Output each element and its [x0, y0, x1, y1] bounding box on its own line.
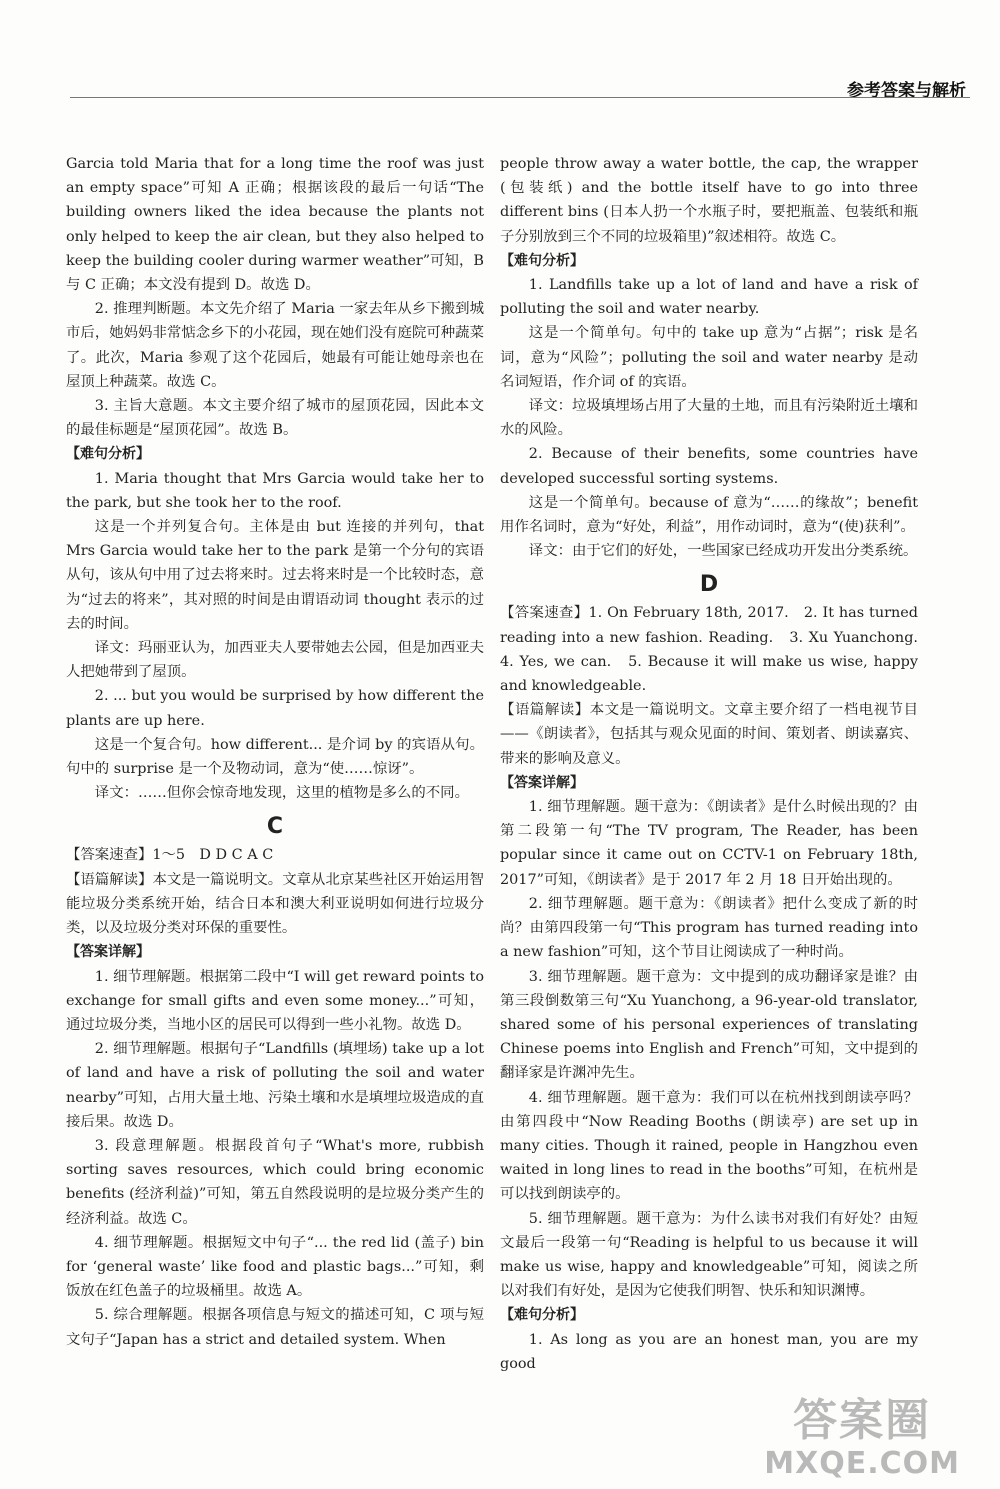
- paragraph: 译文：由于它们的好处，一些国家已经成功开发出分类系统。: [528, 543, 918, 560]
- paragraph: 1. As long as you are an honest man, you are my good: [500, 1331, 918, 1372]
- paragraph: 【语篇解读】本文是一篇说明文。文章从北京某些社区开始运用智能垃圾分类系统开始，结合日本和澳大利亚说明如何进行垃圾分类，以及垃圾分类对环保的重要性。: [66, 871, 484, 937]
- section-label: 【难句分析】: [500, 1307, 584, 1324]
- section-label: 【答案详解】: [66, 944, 150, 961]
- paragraph: 这是一个简单句。句中的 take up 意为“占据”；risk 是名词，意为“风险”；polluting the soil and water nearby 是动名词短语，作介词 of 的宾语。: [500, 325, 918, 390]
- paragraph: 2. 细节理解题。根据句子“Landfills (填埋场) take up a lot of land and have a risk of polluting the soil and water nearby”可知，占用大量土地、污染土壤和水是填埋垃圾造成的直接后果。故选 D。: [66, 1041, 484, 1130]
- paragraph: 这是一个并列复合句。主体是由 but 连接的并列句，that Mrs Garcia would take her to the park 是第一个分句的宾语从句，该从句中用了过去将来时。过去将来时是一个比较时态，意为“过去的将来”，其对照的时间是由谓语动词 thought 表示的过去的时间。: [66, 519, 484, 632]
- paragraph: 3. 细节理解题。题干意为：文中提到的成功翻译家是谁？由第三段倒数第三句“Xu Yuanchong, a 96-year-old translator, shared some of his personal experiences of translating Chinese poems into English and French”可知，文中提到的翻译家是许渊冲先生。: [500, 968, 918, 1082]
- watermark-logo: [764, 1395, 960, 1481]
- watermark-logo-text: 答案圈: [793, 1395, 932, 1446]
- paragraph: 3. 段意理解题。根据段首句子“What's more, rubbish sorting saves resources, which could bring economic benefits (经济利益)”可知，第五自然段说明的是垃圾分类产生的经济利益。故选 C。: [66, 1137, 484, 1227]
- paragraph: 【答案速查】1. On February 18th, 2017. 2. It has turned reading into a new fashion. Reading. 3. Xu Yuanchong. 4. Yes, we can. 5. Because it will make us wise, happy and knowledgeable.: [500, 605, 933, 695]
- paragraph: 5. 细节理解题。题干意为：为什么读书对我们有好处？由短文最后一段第一句“Reading is helpful to us because it will make us wise, happy and knowledgeable”可知，阅读之所以对我们有好处，是因为它使我们明智、快乐和知识渊博。: [500, 1210, 918, 1300]
- paragraph: 译文：玛丽亚认为，加西亚夫人要带她去公园，但是加西亚夫人把她带到了屋顶。: [66, 640, 484, 681]
- paragraph: 4. 细节理解题。题干意为：我们可以在杭州找到朗读亭吗？由第四段中“Now Reading Booths (朗读亭) are set up in many cities. Though it rained, people in Hangzhou even waited in long lines to read in the booths”可知，在杭州是可以找到朗读亭的。: [500, 1089, 918, 1203]
- paragraph: 1. 细节理解题。根据第二段中“I will get reward points to exchange for small gifts and even some money...”可知，通过垃圾分类，当地小区的居民可以得到一些小礼物。故选 D。: [66, 968, 484, 1033]
- section-heading: C: [266, 814, 284, 840]
- paragraph: 1. Maria thought that Mrs Garcia would take her to the park, but she took her to the roof.: [66, 470, 484, 511]
- right-column: [500, 152, 933, 1376]
- section-label: 【难句分析】: [66, 446, 150, 463]
- paragraph: 这是一个复合句。how different... 是介词 by 的宾语从句。句中的 surprise 是一个及物动词，意为“使……惊讶”。: [66, 736, 484, 778]
- header-divider: [70, 97, 970, 98]
- paragraph: 1. 细节理解题。题干意为：《朗读者》是什么时候出现的？由第二段第一句“The TV program, The Reader, has been popular since it came out on CCTV-1 on February 18th, 2017”可知，《朗读者》是于 2017 年 2 月 18 日开始出现的。: [500, 799, 918, 888]
- paragraph: 【答案速查】1～5 D D C A C: [66, 847, 274, 864]
- section-label: 【答案详解】: [500, 774, 584, 791]
- paragraph: Garcia told Maria that for a long time the roof was just an empty space”可知 A 正确；根据该段的最后一句话“The building owners liked the idea because the plants not only helped to keep the air clean, but they also helped to keep the building cooler during warmer weather”可知，B 与 C 正确；本文没有提到 D。故选 D。: [66, 156, 484, 294]
- paragraph: 4. 细节理解题。根据短文中句子“... the red lid (盖子) bin for ‘general waste’ like food and plastic bags...”可知，剩饭放在红色盖子的垃圾桶里。故选 A。: [66, 1234, 484, 1300]
- section-heading: D: [699, 572, 719, 598]
- paragraph: 这是一个简单句。because of 意为“……的缘故”；benefit 用作名词时，意为“好处，利益”，用作动词时，意为“(使)获利”。: [500, 494, 918, 536]
- paragraph: 3. 主旨大意题。本文主要介绍了城市的屋顶花园，因此本文的最佳标题是“屋顶花园”。故选 B。: [66, 398, 484, 439]
- paragraph: 2. 推理判断题。本文先介绍了 Maria 一家去年从乡下搬到城市后，她妈妈非常惦念乡下的小花园，现在她们没有庭院可种蔬菜了。此次，Maria 参观了这个花园后，她最有可能让她母亲也在屋顶上种蔬菜。故选 C。: [66, 301, 484, 390]
- section-label: 【难句分析】: [500, 252, 584, 269]
- page-header-title: 参考答案与解析: [847, 81, 966, 101]
- paragraph: 译文：垃圾填埋场占用了大量的土地，而且有污染附近土壤和水的风险。: [500, 398, 918, 439]
- paragraph: 5. 综合理解题。根据各项信息与短文的描述可知，C 项与短文句子“Japan has a strict and detailed system. When: [66, 1307, 484, 1348]
- left-column: [66, 152, 484, 1352]
- paragraph: 2. 细节理解题。题干意为：《朗读者》把什么变成了新的时尚？由第四段第一句“This program has turned reading into a new fashion”可知，这个节目让阅读成了一种时尚。: [500, 895, 918, 961]
- paragraph: 【语篇解读】本文是一篇说明文。文章主要介绍了一档电视节目——《朗读者》，包括其与观众见面的时间、策划者、朗读嘉宾、带来的影响及意义。: [500, 702, 918, 767]
- paragraph: people throw away a water bottle, the cap, the wrapper (包装纸) and the bottle itself have to go into three different bins (日本人扔一个水瓶子时，要把瓶盖、包装纸和瓶子分别放到三个不同的垃圾箱里)”叙述相符。故选 C。: [500, 156, 918, 245]
- watermark-url: MXQE.COM: [764, 1446, 960, 1481]
- paragraph: 2. Because of their benefits, some countries have developed successful sorting systems.: [500, 446, 918, 487]
- paragraph: 译文：……但你会惊奇地发现，这里的植物是多么的不同。: [94, 785, 469, 802]
- paragraph: 2. ... but you would be surprised by how different the plants are up here.: [66, 688, 484, 729]
- paragraph: 1. Landfills take up a lot of land and have a risk of polluting the soil and water nearby.: [500, 277, 918, 318]
